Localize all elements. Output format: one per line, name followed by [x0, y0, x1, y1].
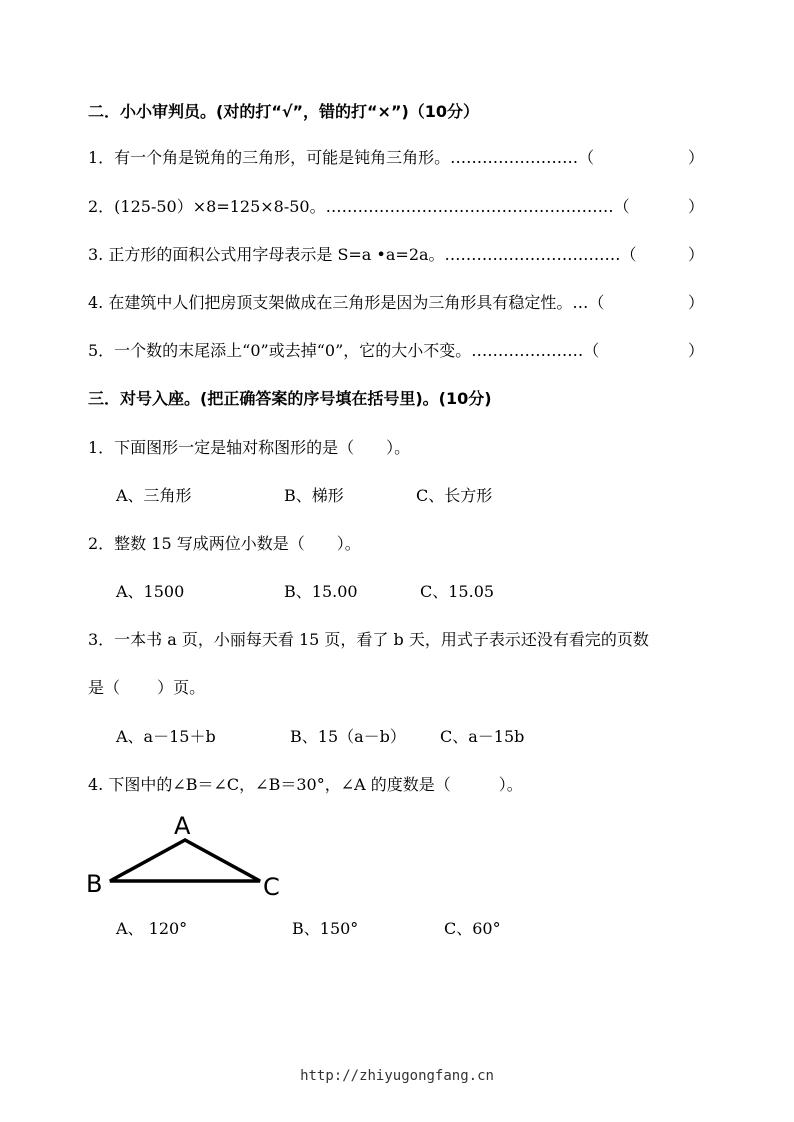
choice-q2-text: 2．整数 15 写成两位小数是（ ）。 [88, 534, 361, 553]
judge-item-4-text: 4. 在建筑中人们把房顶支架做成在三角形是因为三角形具有稳定性。…（ [88, 293, 605, 312]
choice-q2-option-b[interactable]: B、15.00 [284, 582, 358, 601]
choice-q3-option-a[interactable]: A、a－15＋b [116, 727, 216, 746]
judge-item-2-text: 2．(125-50）×8=125×8-50。………………………………………………（ [88, 197, 630, 216]
choice-q3-option-c[interactable]: C、a－15b [440, 727, 525, 746]
section-2-heading: 二．小小审判员。(对的打“√”，错的打“×”)（10分） [88, 102, 480, 121]
choice-q3-text: 3．一本书 a 页，小丽每天看 15 页，看了 b 天，用式子表示还没有看完的页数 [88, 630, 649, 649]
vertex-label-c: C [263, 873, 280, 900]
choice-q1-text: 1．下面图形一定是轴对称图形的是（ ）。 [88, 438, 411, 457]
choice-q4-option-b[interactable]: B、150° [292, 919, 359, 938]
choice-q4-option-a[interactable]: A、 120° [116, 919, 188, 938]
choice-q2-option-a[interactable]: A、1500 [116, 582, 185, 601]
choice-q1-option-c[interactable]: C、长方形 [416, 486, 493, 505]
judge-item-5-text: 5．一个数的末尾添上“0”或去掉“0”，它的大小不变。…………………（ [88, 341, 600, 360]
footer-url[interactable]: http://zhiyugongfang.cn [300, 1068, 494, 1084]
choice-q3-text-cont: 是（ ）页。 [88, 678, 206, 697]
judge-item-1-text: 1．有一个角是锐角的三角形，可能是钝角三角形。……………………（ [88, 148, 595, 167]
choice-q4-option-c[interactable]: C、60° [444, 919, 501, 938]
choice-q3-option-b[interactable]: B、15（a－b） [290, 727, 406, 746]
triangle-shape [110, 840, 260, 881]
triangle-figure [80, 808, 300, 900]
vertex-label-b: B [86, 870, 103, 898]
choice-q1-option-a[interactable]: A、三角形 [116, 486, 192, 505]
choice-q1-option-b[interactable]: B、梯形 [284, 486, 344, 505]
judge-item-3-text: 3. 正方形的面积公式用字母表示是 S=a •a=2a。……………………………（ [88, 245, 637, 264]
choice-q4-text: 4. 下图中的∠B＝∠C，∠B＝30°，∠A 的度数是（ ）。 [88, 775, 523, 794]
choice-q2-option-c[interactable]: C、15.05 [420, 582, 495, 601]
vertex-label-a: A [174, 812, 191, 840]
section-3-heading: 三．对号入座。(把正确答案的序号填在括号里)。(10分) [88, 389, 492, 408]
